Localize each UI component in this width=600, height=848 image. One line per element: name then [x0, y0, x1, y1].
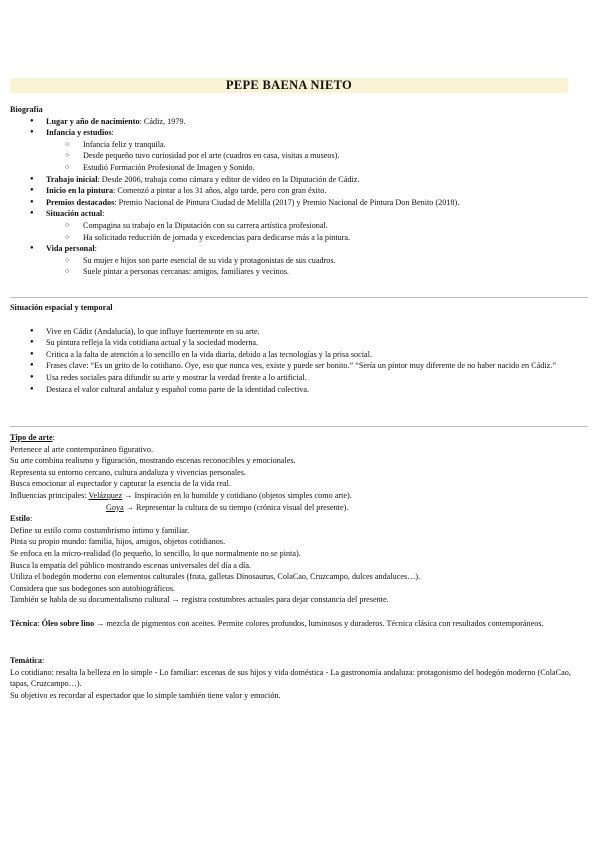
goya-line: Goya → Representar la cultura de su tiempo (crónica visual del presente).	[106, 502, 349, 512]
bio-heading: Biografía	[10, 105, 43, 114]
sub-list	[10, 220, 588, 243]
tecnica-heading: Técnica	[10, 619, 38, 628]
text-line: Busca la empatía del público mostrando escenas universales del día a día.	[10, 560, 251, 570]
list-item: ● Situación actual: ○ Compagina su trabajo en la Diputación con su carrera artística profesional. ○ Ha solicitado reducción de jornada y excedencias para dedicarse más a la pintura.	[10, 208, 588, 243]
sub-list-item: ○ Suele pintar a personas cercanas: amigos, familiares y vecinos.	[10, 266, 588, 278]
list-item: ● Usa redes sociales para difundir su arte y mostrar la verdad frente a lo artificial.	[10, 372, 588, 384]
text-line: Considera que sus bodegones son autobiográficos.	[10, 583, 176, 593]
text-line: Su objetivo es recordar al espectador que lo simple también tiene valor y emoción.	[10, 690, 281, 700]
list-item: ● Su pintura refleja la vida cotidiana actual y la sociedad moderna.	[10, 337, 588, 349]
estilo-heading: Estilo	[10, 514, 31, 524]
sub-list-item: ○ Compagina su trabajo en la Diputación con su carrera artística profesional.	[10, 220, 588, 232]
text-line: Su arte combina realismo y figuración, mostrando escenas reconocibles y emocionales.	[10, 456, 296, 466]
sub-list	[10, 139, 588, 174]
list-item: ● Infancia y estudios: ○ Infancia feliz y tranquila. ○ Desde pequeño tuvo curiosidad por el arte (cuadros en casa, visitas a museos). ○ Estudió Formación Profesional de Imagen y Sonido.	[10, 127, 588, 173]
text-line: Utiliza el bodegón moderno con elementos culturales (fruta, galletas Dinosaurus, ColaCao, Cruzcampo, dulces andaluces…).	[10, 572, 421, 582]
tecnica-section: Técnica: Óleo sobre lino → mezcla de pigmentos con aceites. Permite colores profundos, luminosos y duraderos. Técnica clásica con resultados contemporáneos.	[10, 619, 544, 628]
list-item: ● Lugar y año de nacimiento: Cádiz, 1979.	[10, 116, 588, 128]
text-line: Pinta su propio mundo: familia, hijos, amigos, objetos cotidianos.	[10, 537, 226, 547]
tematica-heading: Temática	[10, 656, 42, 665]
divider	[10, 426, 588, 427]
sub-list-item: ○ Desde pequeño tuvo curiosidad por el arte (cuadros en casa, visitas a museos).	[10, 150, 588, 162]
text-line: Pertenece al arte contemporáneo figurativo.	[10, 444, 153, 454]
text-line: También se habla de su documentalismo cultural → registra costumbres actuales para dejar constancia del presente.	[10, 595, 389, 605]
situacion-list	[10, 326, 588, 396]
text-line: Busca emocionar al espectador y capturar la esencia de la vida real.	[10, 479, 231, 489]
text-line: Lo cotidiano: resalta la belleza en lo simple - Lo familiar: escenas de sus hijos y vida doméstica - La gastronomía andaluza: protagonismo del bodegón moderno (ColaCao, tapas, Cruzcampo…).	[10, 667, 571, 689]
sub-list-item: ○ Infancia feliz y tranquila.	[10, 139, 588, 151]
divider	[10, 297, 588, 298]
influencias-line: Influencias principales: Velázquez → Inspiración en lo humilde y cotidiano (objetos simples como arte).	[10, 490, 352, 500]
list-item: ● Critica a la falta de atención a lo sencillo en la vida diaria, debido a las tecnologías y la prisa social.	[10, 349, 588, 361]
text-line: Se enfoca en la micro-realidad (lo pequeño, lo sencillo, lo que normalmente no se pinta).	[10, 548, 301, 558]
list-item: ● Trabajo inicial: Desde 2006, trabaja como cámara y editor de vídeo en la Diputación de Cádiz.	[10, 174, 588, 186]
sub-list-item: ○ Su mujer e hijos son parte esencial de su vida y protagonistas de sus cuadros.	[10, 255, 588, 267]
list-item: ● Vida personal: ○ Su mujer e hijos son parte esencial de su vida y protagonistas de sus cuadros. ○ Suele pintar a personas cercanas: amigos, familiares y vecinos.	[10, 243, 588, 278]
text-line: Representa su entorno cercano, cultura andaluza y vivencias personales.	[10, 467, 246, 477]
tipo-section: Tipo de arte: Pertenece al arte contemporáneo figurativo. Su arte combina realismo y figuración, mostrando escenas reconocibles y emocionales. Representa su entorno cercano, cultura andaluza y vivencias personales. Busca emocionar al espectador y capturar la esencia de la vida real. Influencias principales: Velázquez → Inspiración en lo humilde y cotidiano (objetos simples como arte). Goya → Representar la cultura de su tiempo (crónica visual del presente). Estilo: Define su estilo como costumbrismo íntimo y familiar. Pinta su propio mundo: familia, hijos, amigos, objetos cotidianos. Se enfoca en la micro-realidad (lo pequeño, lo sencillo, lo que normalmente no se pinta). Busca la empatía del público mostrando escenas universales del día a día. Utiliza el bodegón moderno con elementos culturales (fruta, galletas Dinosaurus, ColaCao, Cruzcampo, dulces andaluces…). Considera que sus bodegones son autobiográficos. También se habla de su documentalismo cultural → registra costumbres actuales para dejar constancia del presente.	[10, 432, 588, 606]
list-item: ● Inicio en la pintura: Comenzó a pintar a los 31 años, algo tarde, pero con gran éxito.	[10, 185, 588, 197]
text-line: Define su estilo como costumbrismo íntimo y familiar.	[10, 525, 190, 535]
sub-list-item: ○ Ha solicitado reducción de jornada y excedencias para dedicarse más a la pintura.	[10, 232, 588, 244]
list-item: ● Vive en Cádiz (Andalucía), lo que influye fuertemente en su arte.	[10, 326, 588, 338]
velazquez-name: Velázquez	[88, 490, 123, 500]
situacion-section	[10, 302, 588, 395]
document-title: PEPE BAENA NIETO	[10, 78, 568, 93]
list-item: ● Frases clave: “Es un grito de lo cotidiano. Oye, eso que nunca ves, existe y puede ser bonito.” “Sería un pintor muy diferente de no haber nacido en Cádiz.”	[10, 360, 588, 372]
sub-list	[10, 255, 588, 278]
situacion-heading: Situación espacial y temporal	[10, 303, 113, 312]
list-item: ● Destaca el valor cultural andaluz y español como parte de la identidad colectiva.	[10, 384, 588, 396]
oleo-label: Óleo sobre lino	[41, 619, 95, 628]
sub-list-item: ○ Estudió Formación Profesional de Imagen y Sonido.	[10, 162, 588, 174]
bio-list	[10, 116, 588, 278]
tipo-heading: Tipo de arte	[10, 433, 53, 442]
bio-section	[10, 104, 588, 278]
list-item: ● Premios destacados: Premio Nacional de Pintura Ciudad de Melilla (2017) y Premio Nacional de Pintura Don Benito (2018).	[10, 197, 588, 209]
goya-name: Goya	[106, 502, 124, 512]
tematica-section: Temática: Lo cotidiano: resalta la belleza en lo simple - Lo familiar: escenas de sus hijos y vida doméstica - La gastronomía andaluza: protagonismo del bodegón moderno (ColaCao, tapas, Cruzcampo…). Su objetivo es recordar al espectador que lo simple también tiene valor y emoción.	[10, 655, 588, 701]
